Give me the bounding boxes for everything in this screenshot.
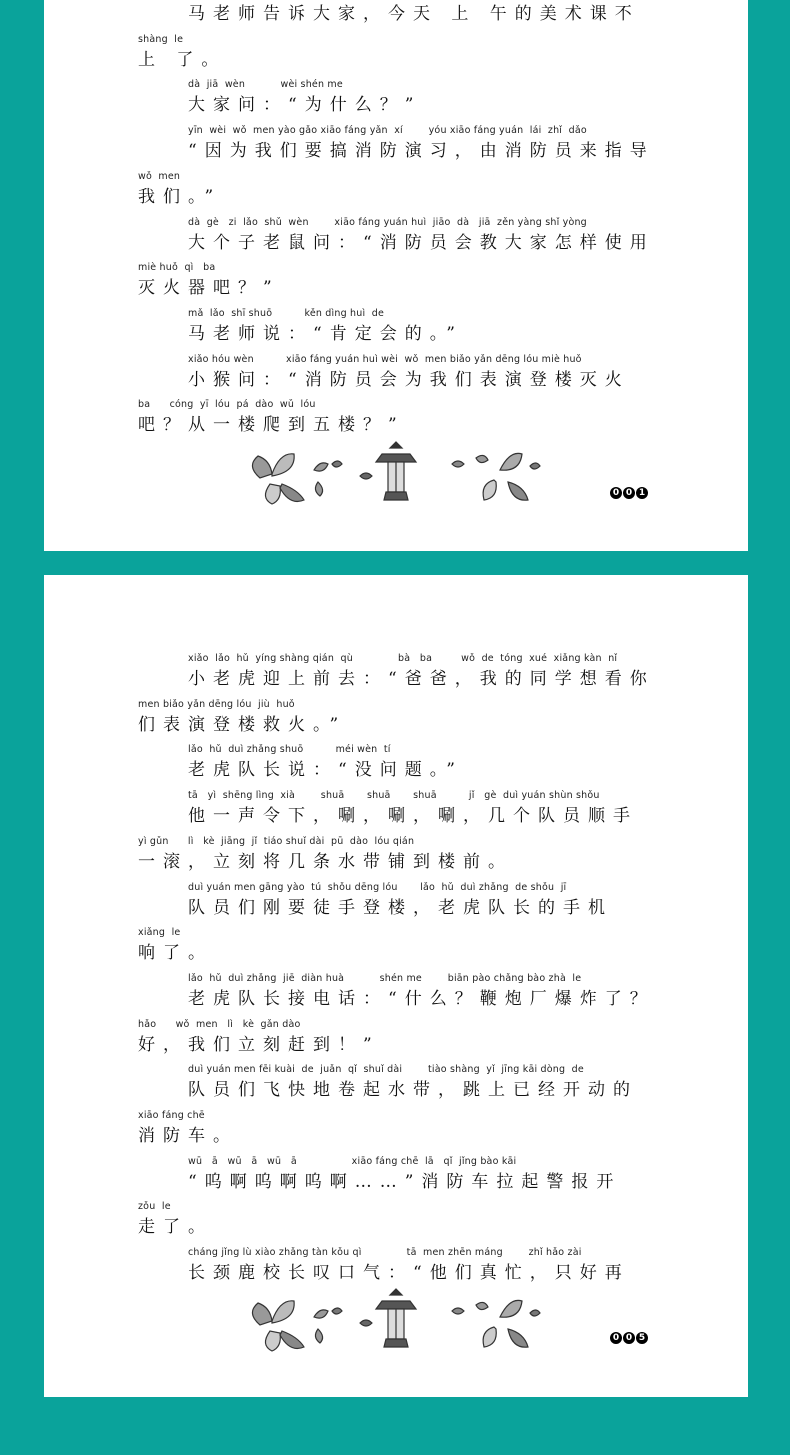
text-line	[188, 79, 656, 127]
pinyin-annotation: lǎo hǔ duì zhǎng shuō méi wèn tí	[188, 744, 391, 756]
chinese-text: 小猴问：“消防员会为我们表演登楼灭火	[188, 369, 630, 390]
chinese-text: 老虎队长说：“没问题。”	[188, 760, 463, 781]
pinyin-annotation: hǎo wǒ men lì kè gǎn dào	[138, 1018, 301, 1030]
pinyin-annotation: wǒ men	[138, 170, 181, 182]
pinyin-annotation: ba cóng yī lóu pá dào wǔ lóu	[138, 399, 316, 411]
pinyin-annotation: yì gǔn lì kè jiāng jǐ tiáo shuǐ dài pū dào lóu qián	[138, 835, 415, 847]
text-line	[138, 1201, 656, 1249]
pinyin-annotation: cháng jǐng lù xiào zhǎng tàn kǒu qì tā men zhēn máng zhǐ hǎo zài	[188, 1247, 582, 1259]
text-line	[138, 262, 656, 310]
pinyin-annotation: xiāo fáng chē	[138, 1110, 205, 1121]
butterfly-lantern-decoration	[242, 440, 548, 510]
pinyin-annotation: men biǎo yǎn dēng lóu jiù huǒ	[138, 698, 295, 710]
page-number: 0 0 5	[610, 1329, 649, 1344]
text-line	[138, 1019, 656, 1067]
text-line	[138, 34, 656, 82]
chinese-text: 大家问：“为什么？”	[188, 95, 422, 116]
chinese-text: 老虎队长接电话：“什么？鞭炮厂爆炸了？	[188, 988, 655, 1009]
pinyin-annotation: duì yuán men fēi kuài de juǎn qǐ shuǐ dài tiào shàng yǐ jīng kāi dòng de	[188, 1064, 584, 1076]
chinese-text: 走了。	[138, 1217, 213, 1238]
pinyin-annotation: xiǎng le	[138, 927, 181, 939]
text-line	[188, 308, 656, 356]
text-line	[138, 927, 656, 975]
chinese-text: 队员们飞快地卷起水带，跳上已经开动的	[188, 1080, 638, 1101]
chinese-text: 马老师说：“肯定会的。”	[188, 323, 463, 344]
pinyin-annotation: xiǎo hóu wèn xiāo fáng yuán huì wèi wǒ men biǎo yǎn dēng lóu miè huǒ	[188, 353, 582, 365]
text-line	[188, 653, 656, 701]
text-line	[188, 790, 656, 838]
text-line	[188, 125, 656, 173]
chinese-text: 小老虎迎上前去：“爸爸，我的同学想看你	[188, 669, 655, 689]
chinese-text: 吧？从一楼爬到五楼？”	[138, 415, 405, 436]
pinyin-annotation: duì yuán men gāng yào tú shǒu dēng lóu lǎo hǔ duì zhǎng de shǒu jī	[188, 881, 567, 893]
book-page-2	[44, 575, 748, 1397]
pinyin-annotation: zǒu le	[138, 1201, 171, 1213]
pinyin-annotation: dà jiā wèn wèi shén me	[188, 79, 343, 91]
pinyin-annotation: xiǎo lǎo hǔ yíng shàng qián qù bà ba wǒ de tóng xué xiǎng kàn nǐ	[188, 653, 618, 664]
chinese-text: 响了。	[138, 943, 213, 964]
chinese-text: 大个子老鼠问：“消防员会教大家怎样使用	[188, 232, 655, 253]
chinese-text: 消防车。	[138, 1126, 238, 1146]
chinese-text: 一滚，立刻将几条水带铺到楼前。	[138, 851, 513, 872]
text-line	[188, 1156, 656, 1204]
pinyin-annotation: shàng le	[138, 33, 184, 45]
chinese-text: 长颈鹿校长叹口气：“他们真忙，只好再	[188, 1263, 630, 1284]
pinyin-annotation: wū ā wū ā wū ā xiāo fáng chē lā qǐ jǐng bào kāi	[188, 1155, 517, 1167]
pinyin-annotation: mǎ lǎo shī shuō kěn dìng huì de	[188, 307, 385, 319]
chinese-text: 马老师告诉大家，今天 上 午的美术课不	[188, 4, 640, 24]
chinese-text: 我们。”	[138, 186, 222, 207]
text-line	[188, 0, 656, 36]
text-line	[188, 882, 656, 930]
pinyin-annotation: dà gè zi lǎo shǔ wèn xiāo fáng yuán huì jiāo dà jiā zěn yàng shǐ yòng	[188, 216, 587, 228]
chinese-text: 队员们刚要徒手登楼，老虎队长的手机	[188, 897, 613, 918]
chinese-text: “呜啊呜啊呜啊……”消防车拉起警报开	[188, 1171, 622, 1192]
text-line	[188, 744, 656, 792]
chinese-text: 灭火器吧？”	[138, 278, 280, 299]
text-line	[138, 1110, 656, 1158]
book-page-1	[44, 0, 748, 551]
text-line	[188, 973, 656, 1021]
pinyin-annotation: lǎo hǔ duì zhǎng jiē diàn huà shén me biān pào chǎng bào zhà le	[188, 972, 582, 984]
text-line	[188, 354, 656, 402]
chinese-text: “因为我们要搞消防演习，由消防员来指导	[188, 141, 655, 162]
chinese-text: 上 了。	[138, 49, 227, 70]
butterfly-lantern-decoration	[242, 1287, 548, 1357]
pinyin-annotation: yīn wèi wǒ men yào gǎo xiāo fáng yǎn xí yóu xiāo fáng yuán lái zhǐ dǎo	[188, 125, 587, 137]
chinese-text: 好，我们立刻赶到！”	[138, 1034, 380, 1055]
text-line	[138, 836, 656, 884]
text-line	[138, 171, 656, 219]
pinyin-annotation: miè huǒ qì ba	[138, 262, 216, 274]
text-line	[188, 1064, 656, 1112]
chinese-text: 他一声令下，唰，唰，唰，几个队员顺手	[188, 806, 638, 827]
page-number: 0 0 1	[610, 484, 649, 499]
text-line	[188, 217, 656, 265]
text-line	[138, 699, 656, 747]
pinyin-annotation: tā yì shēng lìng xià shuā shuā shuā jǐ gè duì yuán shùn shǒu	[188, 790, 600, 802]
chinese-text: 们表演登楼救火。”	[138, 714, 347, 735]
